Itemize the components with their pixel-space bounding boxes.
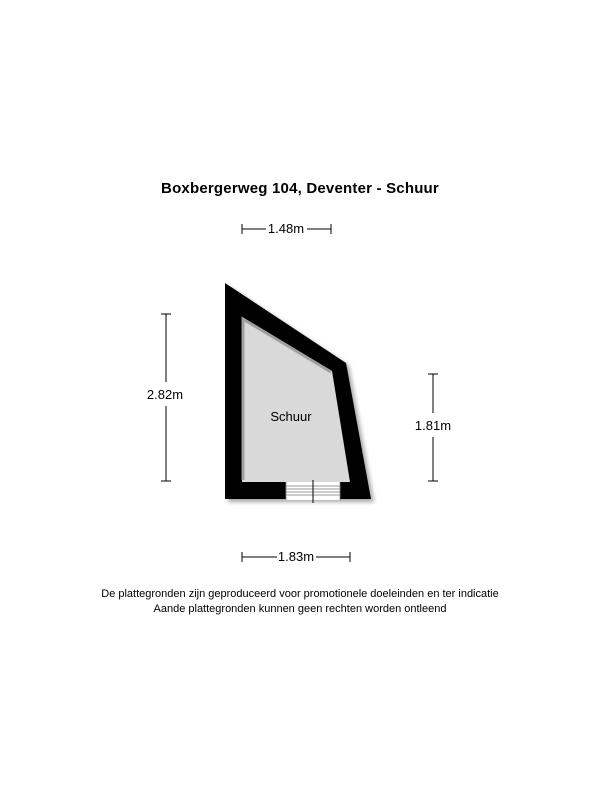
dimension-top <box>242 221 331 236</box>
room-label: Schuur <box>270 409 312 424</box>
dimension-right-label: 1.81m <box>414 418 452 433</box>
disclaimer <box>0 587 600 617</box>
dimension-bottom-label: 1.83m <box>277 549 315 564</box>
page-title: Boxbergerweg 104, Deventer - Schuur <box>161 180 439 197</box>
dimension-right <box>415 374 451 481</box>
dimension-left-label: 2.82m <box>146 387 184 402</box>
dimension-top-label: 1.48m <box>267 221 305 236</box>
door-opening <box>286 480 340 503</box>
dimension-bottom <box>242 549 350 564</box>
disclaimer-line-1: De plattegronden zijn geproduceerd voor promotionele doeleinden en ter indicatie <box>101 588 499 600</box>
dimension-left <box>147 314 183 481</box>
disclaimer-line-2: Aande plattegronden kunnen geen rechten worden ontleend <box>153 603 447 615</box>
